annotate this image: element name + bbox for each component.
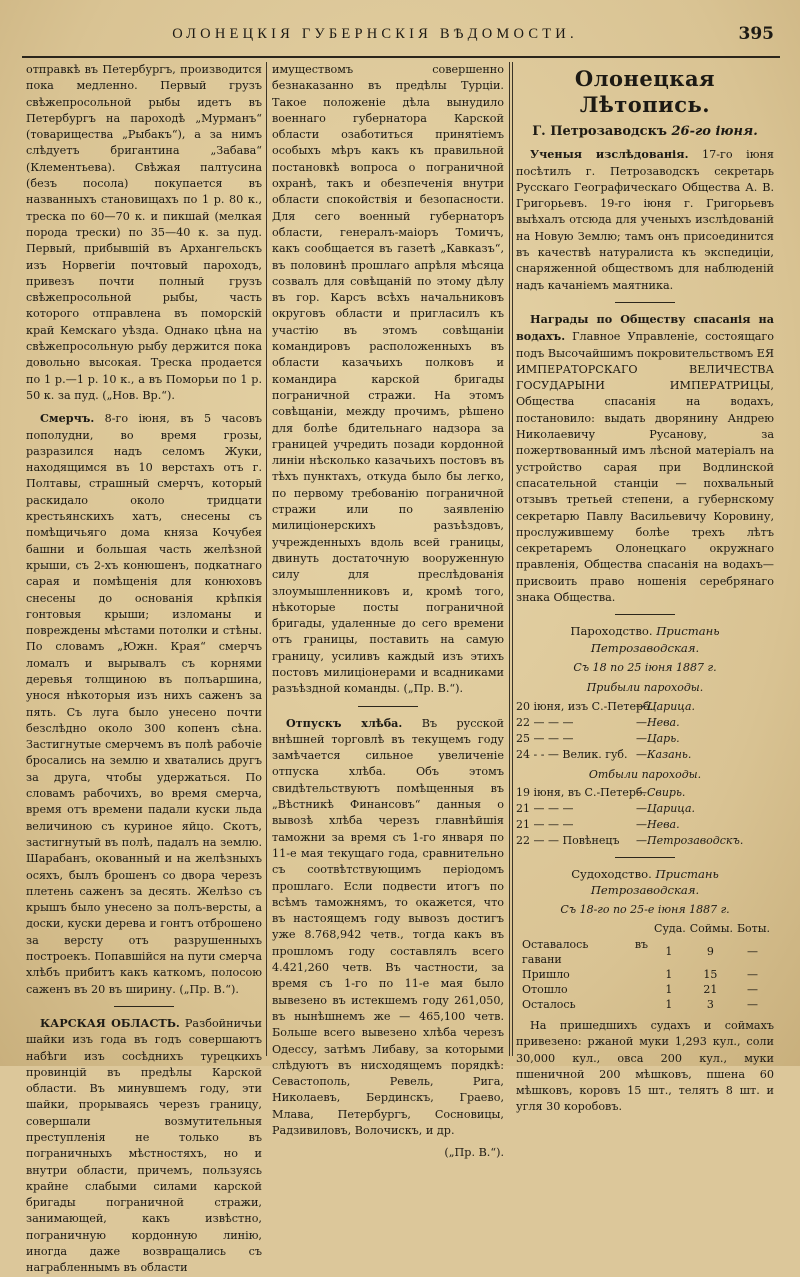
article-body: 17-го іюня посѣтилъ г. Петрозаводскъ секретарь Русскаго Географическаго Общества А. В. Григорьевъ. 19-го іюня г. Григорьевъ выѣхалъ отсюда для ученыхъ изслѣдованій на Новую Землю; тамъ онъ присоединится въ качествѣ натуралиста къ экспедиціи, снаряженной обществомъ для наблюденій надъ качаніемъ маятника.: [516, 148, 774, 292]
arrival-date: 22 — — —: [516, 715, 574, 729]
column-header: Боты.: [736, 921, 770, 935]
table-cell: —: [746, 967, 758, 981]
shipping-dates: Съ 18-го по 25-е іюня 1887 г.: [560, 903, 730, 917]
article-research: [516, 146, 774, 294]
ship-name: —Царь.: [636, 731, 680, 745]
city-dateline: [516, 124, 774, 140]
list-item: [516, 785, 774, 801]
separator: [615, 857, 675, 858]
article-kars: [26, 1015, 262, 1277]
row-label: Осталось: [522, 997, 576, 1011]
table-cell: —: [746, 945, 758, 959]
column-right: [516, 62, 774, 1114]
column-middle: [272, 62, 504, 1160]
departure-date: 21 — — —: [516, 817, 574, 831]
list-item: [516, 699, 774, 715]
departed-heading: Отбыли пароходы.: [588, 767, 702, 781]
section-title: Олонецкая Лѣтопись.: [574, 66, 716, 117]
table-cell: 1: [665, 982, 673, 996]
steamship-label: Пароходство.: [570, 624, 653, 639]
page-number: 395: [738, 24, 774, 44]
arrival-date: 20 іюня, изъ С.-Петерб.: [516, 699, 654, 713]
table-cell: 15: [703, 967, 718, 981]
row-label: Пришло: [522, 967, 570, 981]
table-row: [522, 937, 774, 967]
table-cell: 21: [703, 982, 718, 996]
ship-name: —Нева.: [636, 715, 680, 729]
article-body: Разбойничьи шайки изъ года въ годъ совершаютъ набѣги изъ сосѣднихъ турецкихъ провинцій въ предѣлы Карской области. Въ минувшемъ году, эти шайки, прорываясь черезъ границу, совершали возмутительныя преступленія не только въ пограничныхъ мѣстностяхъ, но и внутри области, причемъ, пользуясь крайне слабыми силами карской бригады пограничной стражи, занимающей, какъ извѣстно, пограничную кордонную линію, иногда даже возвращались съ награбленнымъ въ области: [26, 1016, 262, 1275]
list-item: [516, 817, 774, 833]
list-item: [516, 801, 774, 817]
article-body: Въ русской внѣшней торговлѣ въ текущемъ году замѣчается сильное увеличеніе отпуска хлѣба. Объ этомъ свидѣтельствуютъ помѣщенныя въ „Вѣстникѣ Финансовъ“ данныя о вывозѣ хлѣба черезъ главнѣйшія таможни за время съ 1-го января по 11-е мая текущаго года, сравнительно съ соотвѣтствующимъ періодомъ прошлаго. Если подвести итогъ по всѣмъ таможнямъ, то окажется, что въ настоящемъ году вывозъ достигъ уже 8.768,942 четв., тогда какъ въ прошломъ году составлялъ всего 4.421,260 четв. Въ частности, за время съ 1-го по 11-е мая было вывезено въ истекшемъ году 261,050, въ нынѣшнемъ же — 465,100 четв. Больше всего вывезено хлѣба черезъ Одессу, затѣмъ Либаву, за которыми слѣдуютъ въ нисходящемъ порядкѣ: Севастополь, Ревель, Рига, Николаевъ, Бердинскъ, Граево, Млава, Петербургъ, Сосновицы, Радзивиловъ, Волочискъ, и др.: [272, 716, 504, 1137]
departure-date: 21 — — —: [516, 801, 574, 815]
ship-name: —Царица.: [636, 801, 696, 815]
article-body: 8-го іюня, въ 5 часовъ пополудни, во время грозы, разразился надъ селомъ Жуки, находящимся въ 10 верстахъ отъ г. Полтавы, страшный смерчъ, который раскидало около тридцати крестьянскихъ хатъ, снесены съ помѣщичьяго дома княза Кочубея башни и большая часть желѣзной крыши, съ 2-хъ конюшенъ, подкатнаго сарая и помѣщенія для конюховъ снесены до основанія крѣпкія гонтовыя крыши; изломаны и повреждены мѣстами потолки и стѣны. По словамъ „Южн. Края“ смерчъ ломалъ и вырывалъ съ корнями деревья толщиною въ полъаршина, унося нѣкоторыя изъ нихъ саженъ за пять. Съ луга было унесено почти безслѣдно около 300 копенъ сѣна. Застигнутые смерчемъ въ полѣ рабочіе бросались на землю и хватались другъ за друга, чтобы удержаться. По словамъ рабочихъ, во время смерча, время отъ времени падали куски льда величиною съ куриное яйцо. Скотъ, застигнутый въ полѣ, падалъ на землю. Шарабанъ, окованный и на желѣзныхъ осяхъ, былъ брошенъ со двора черезъ плетень саженъ за десять. Желѣзо съ крышъ было унесено за полъ-версты, а доски, куски дерева и гонтъ отброшено за версту отъ разрушенныхъ построекъ. Попавшійся на пути смерча хлѣбъ прибитъ какъ каткомъ, полосою саженъ въ 20 въ ширину. („Пр. В.“).: [26, 412, 262, 996]
article-heading: Награды по Обществу спасанія на водахъ.: [516, 311, 774, 344]
ship-name: —Царица.: [636, 699, 696, 713]
ship-name: —Свирь.: [636, 785, 686, 799]
article-grain-export: [272, 715, 504, 1140]
shipping-table: [522, 921, 774, 1012]
article-body: Главное Управленіе, состоящаго подъ Высочайшимъ покровительствомъ ЕЯ ИМПЕРАТОРСКАГО ВЕЛИЧЕСТВА ГОСУДАРЫНИ ИМПЕРАТРИЦЫ, Общества спасанія на водахъ, постановило: выдать дворянину Андрею Николаевичу Русанову, за пожертвованный имъ лѣсной матеріалъ на устройство сарая при Водлинской спасательной станціи — похвальный отзывъ третьей степени, а губернскому секретарю Павлу Васильевичу Коровину, прослужившему болѣе трехъ лѣтъ секретаремъ Олонецкаго окружнаго правленія, Общества спасанія на водахъ—присвоить право ношенія серебрянаго знака Общества.: [516, 330, 774, 605]
table-row: [522, 997, 774, 1012]
article-kars-continued: имуществомъ совершенно безнаказанно въ предѣлы Турціи. Такое положеніе дѣла вынудило военнаго губернатора Карской области озаботиться принятіемъ особыхъ мѣръ какъ къ правильной постановкѣ вопроса о пограничной охранѣ, такъ и обезпеченія внутри области спокойствія и безопасности. Для сего военный губернаторъ области, генералъ-маіоръ Томичъ, какъ сообщается въ газетѣ „Кавказъ“, въ половинѣ прошлаго апрѣля мѣсяца созвалъ для совѣщаній по этому дѣлу въ гор. Карсъ всѣхъ начальниковъ округовъ области и пригласилъ къ участію въ этомъ совѣщаніи командировъ расположенныхъ въ области казачьихъ полковъ и командира карской бригады пограничной стражи. На этомъ совѣщаніи, между прочимъ, рѣшено для болѣе бдительнаго надзора за границей учредить позади кордонной линіи нѣсколько казачьихъ постовъ въ тѣхъ пунктахъ, откуда было бы легко, по первому требованію пограничной стражи или по заявленію милиціонерскихъ разъѣздовъ, учрежденныхъ вдоль всей границы, двинуть достаточную вооруженную силу для преслѣдованія злоумышленниковъ и, кромѣ того, нѣкоторые посты пограничной бригады, удаленные до сего времени отъ границы, поставить на самую границу, усиливъ каждый изъ этихъ постовъ милиціонерами и всадниками разъѣздной команды. („Пр. В.“).: [272, 63, 504, 696]
ship-name: —Казань.: [636, 747, 692, 761]
article-heading: Ученыя изслѣдованія.: [530, 147, 689, 162]
row-label: Оставалось въ гавани: [522, 937, 649, 966]
separator: [615, 302, 675, 303]
article-fish-continued: отправкѣ въ Петербургъ, производится пока медленно. Первый грузъ свѣжепросольной рыбы идетъ въ Петербургъ на пароходѣ „Мурманъ“ (товарищества „Рыбакъ“), а за нимъ слѣдуетъ бригантина „Забава“ (Клементьева). Свѣжая палтусина (безъ посола) покупается въ названныхъ становищахъ по 1 р. 80 к., треска по 60—70 к. и пикшай (мелкая порода трески) по 35—40 к. за пуд. Первый, прибывшій въ Архангельскъ изъ Норвегіи почтовый пароходъ, привезъ почти полный грузъ свѣжепросольной рыбы, часть которого отправлена въ поморскій край Кемскаго уѣзда. Однако цѣна на свѣжепросольную рыбу держится пока довольно высокая. Треска продается по 1 р.—1 р. 10 к., а въ Поморьи по 1 р. 50 к. за пуд. („Нов. Вр.“).: [26, 63, 262, 402]
column-divider: [509, 62, 510, 1056]
departure-date: 22 — — Повѣнецъ: [516, 833, 620, 847]
row-label: Отошло: [522, 982, 568, 996]
departure-date: 19 іюня, въ С.-Петерб.: [516, 785, 647, 799]
article-heading: КАРСКАЯ ОБЛАСТЬ.: [40, 1015, 180, 1030]
article-source: („Пр. В.“).: [444, 1146, 504, 1160]
table-row: [522, 982, 774, 997]
dateline-date: 26-го іюня.: [671, 124, 758, 139]
steamship-dates: Съ 18 по 25 іюня 1887 г.: [573, 660, 717, 674]
table-cell: —: [746, 997, 758, 1011]
shipping-heading: [516, 866, 774, 899]
steamship-pier: Пристань Петрозаводская.: [590, 624, 720, 655]
table-cell: 3: [706, 997, 714, 1011]
newspaper-title: ОЛОНЕЦКІЯ ГУБЕРНСКІЯ ВѢДОМОСТИ.: [172, 26, 578, 42]
article-heading: Смерчъ.: [40, 411, 95, 426]
arrived-list: [516, 699, 774, 763]
list-item: [516, 833, 774, 849]
table-cell: —: [746, 982, 758, 996]
header-rule: [22, 56, 780, 58]
table-cell: 1: [665, 967, 673, 981]
ship-name: —Нева.: [636, 817, 680, 831]
ship-name: —Петрозаводскъ.: [636, 833, 744, 847]
departed-list: [516, 785, 774, 849]
column-divider: [512, 62, 513, 1056]
article-cargo: На пришедшихъ судахъ и соймахъ привезено: ржаной муки 1,293 кул., соли 30,000 кул., овса 200 кул., муки пшеничной 200 мѣшковъ, пшена 60 мѣшковъ, коровъ 15 шт., телятъ 8 шт. и угля 30 коробовъ.: [516, 1018, 774, 1114]
separator: [358, 706, 418, 707]
arrived-heading: Прибыли пароходы.: [586, 681, 704, 695]
column-header: Соймы.: [689, 921, 733, 935]
article-awards: [516, 311, 774, 606]
table-cell: 1: [665, 997, 673, 1011]
column-left: [26, 62, 262, 1275]
table-corner: [522, 921, 654, 937]
table-cell: 1: [665, 945, 673, 959]
arrival-date: 25 — — —: [516, 731, 574, 745]
shipping-label: Судоходство.: [571, 866, 652, 881]
table-cell: 9: [706, 945, 714, 959]
list-item: [516, 715, 774, 731]
list-item: [516, 747, 774, 763]
steamship-heading: [516, 623, 774, 656]
table-header-row: [522, 921, 774, 937]
list-item: [516, 731, 774, 747]
column-divider: [266, 62, 267, 1056]
city-name: Г. Петрозаводскъ: [532, 124, 667, 139]
shipping-pier: Пристань Петрозаводская.: [590, 866, 719, 898]
article-heading: Отпускъ хлѣба.: [286, 715, 403, 730]
table-row: [522, 967, 774, 982]
separator: [615, 614, 675, 615]
column-header: Суда.: [654, 921, 686, 935]
separator: [114, 1006, 174, 1007]
arrival-date: 24 - - — Велик. губ.: [516, 747, 628, 761]
article-whirlwind: [26, 410, 262, 998]
